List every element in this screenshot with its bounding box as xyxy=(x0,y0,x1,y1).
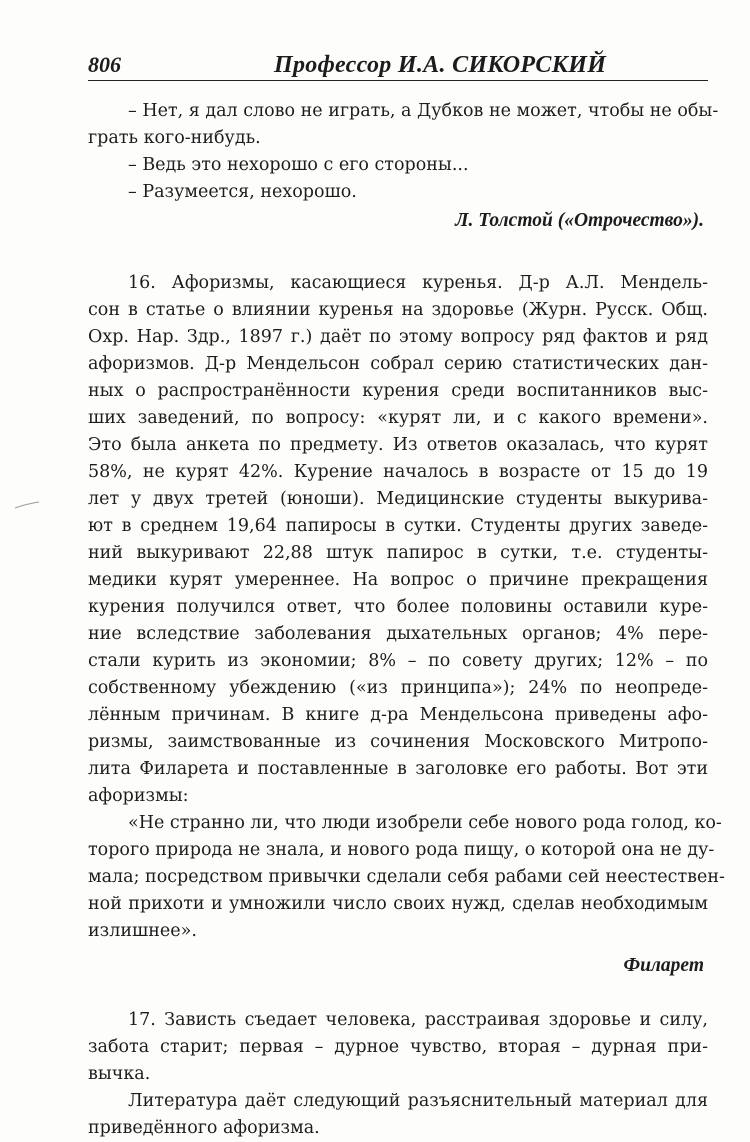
paragraph-line: приведённого афоризма. xyxy=(88,1118,320,1138)
dialogue-line: – Ведь это нехорошо с его стороны... xyxy=(128,155,469,175)
paragraph-line: ют в среднем 19,64 папиросы в сутки. Студенты других заведе- xyxy=(88,516,708,536)
dialogue-line: грать кого-нибудь. xyxy=(88,128,261,148)
paragraph-line: Охр. Нар. Здр., 1897 г.) даёт по этому вопросу ряд фактов и ряд xyxy=(88,327,708,347)
paragraph-line: ризмы, заимствованные из сочинения Московского Митропо- xyxy=(88,732,708,752)
paragraph-line: вычка. xyxy=(88,1064,151,1084)
paragraph-line: ших заведений, по вопросу: «курят ли, и с какого времени». xyxy=(88,408,708,428)
paragraph-line: лет у двух третей (юноши). Медицинские студенты выкурива- xyxy=(88,489,708,509)
section-gap xyxy=(88,981,708,1007)
dialogue-attribution: Л. Толстой («Отрочество»). xyxy=(455,210,704,231)
quote-line: торого природа не знала, и нового рода пищу, о которой она не ду- xyxy=(88,840,715,860)
margin-pencil-mark xyxy=(14,500,40,510)
paragraph-line: ний выкуривают 22,88 штук папирос в сутки, т.е. студенты- xyxy=(88,543,708,563)
paragraph-line: 58%, не курят 42%. Курение началось в возрасте от 15 до 19 xyxy=(88,462,708,482)
dialogue-line: – Нет, я дал слово не играть, а Дубков не может, чтобы не обы- xyxy=(128,101,719,121)
paragraph-line: 16. Афоризмы, касающиеся куренья. Д-р А.Л. Мендель- xyxy=(128,273,708,293)
dialogue-line: – Разумеется, нехорошо. xyxy=(128,182,357,202)
paragraph-line: курения получился ответ, что более половины оставили куре- xyxy=(88,597,708,617)
paragraph-line: Это была анкета по предмету. Из ответов оказалась, что курят xyxy=(88,435,708,455)
page-number: 806 xyxy=(88,52,121,77)
quote-attribution: Филарет xyxy=(623,955,704,976)
paragraph-line: стали курить из экономии; 8% – по совету других; 12% – по xyxy=(88,651,708,671)
page-header xyxy=(88,50,708,80)
paragraph-line: лённым причинам. В книге д-ра Мендельсона приведены афо- xyxy=(88,705,708,725)
paragraph-line: ных о распространённости курения среди воспитанников выс- xyxy=(88,381,708,401)
paragraph-line: Литература даёт следующий разъяснительный материал для xyxy=(128,1091,708,1111)
running-title: Профессор И.А. СИКОРСКИЙ xyxy=(274,52,607,78)
paragraph-line: лита Филарета и поставленные в заголовке его работы. Вот эти xyxy=(88,759,708,779)
body-text xyxy=(88,98,725,1142)
paragraph-line: медики курят умереннее. На вопрос о причине прекращения xyxy=(88,570,708,590)
quote-line: «Не странно ли, что люди изобрели себе нового рода голод, ко- xyxy=(128,813,722,833)
paragraph-line: афоризмы: xyxy=(88,786,189,806)
paragraph-line: ние вследствие заболевания дыхательных органов; 4% пере- xyxy=(88,624,708,644)
paragraph-line: 17. Зависть съедает человека, расстраивая здоровье и силу, xyxy=(128,1010,708,1030)
section-gap xyxy=(88,236,708,270)
quote-line: мала; посредством привычки сделали себя рабами сей неестествен- xyxy=(88,867,725,887)
paragraph-line: афоризмов. Д-р Мендельсон собрал серию статистических дан- xyxy=(88,354,708,374)
quote-line: ной прихоти и умножили число своих нужд, сделав необходимым xyxy=(88,894,708,914)
header-rule xyxy=(88,80,708,81)
book-page xyxy=(88,0,725,1139)
paragraph-line: сон в статье о влиянии куренья на здоровье (Журн. Русск. Общ. xyxy=(88,300,708,320)
quote-line: излишнее». xyxy=(88,921,197,941)
paragraph-line: забота старит; первая – дурное чувство, вторая – дурная при- xyxy=(88,1037,708,1057)
paragraph-line: собственному убеждению («из принципа»); 24% по неопреде- xyxy=(88,678,708,698)
